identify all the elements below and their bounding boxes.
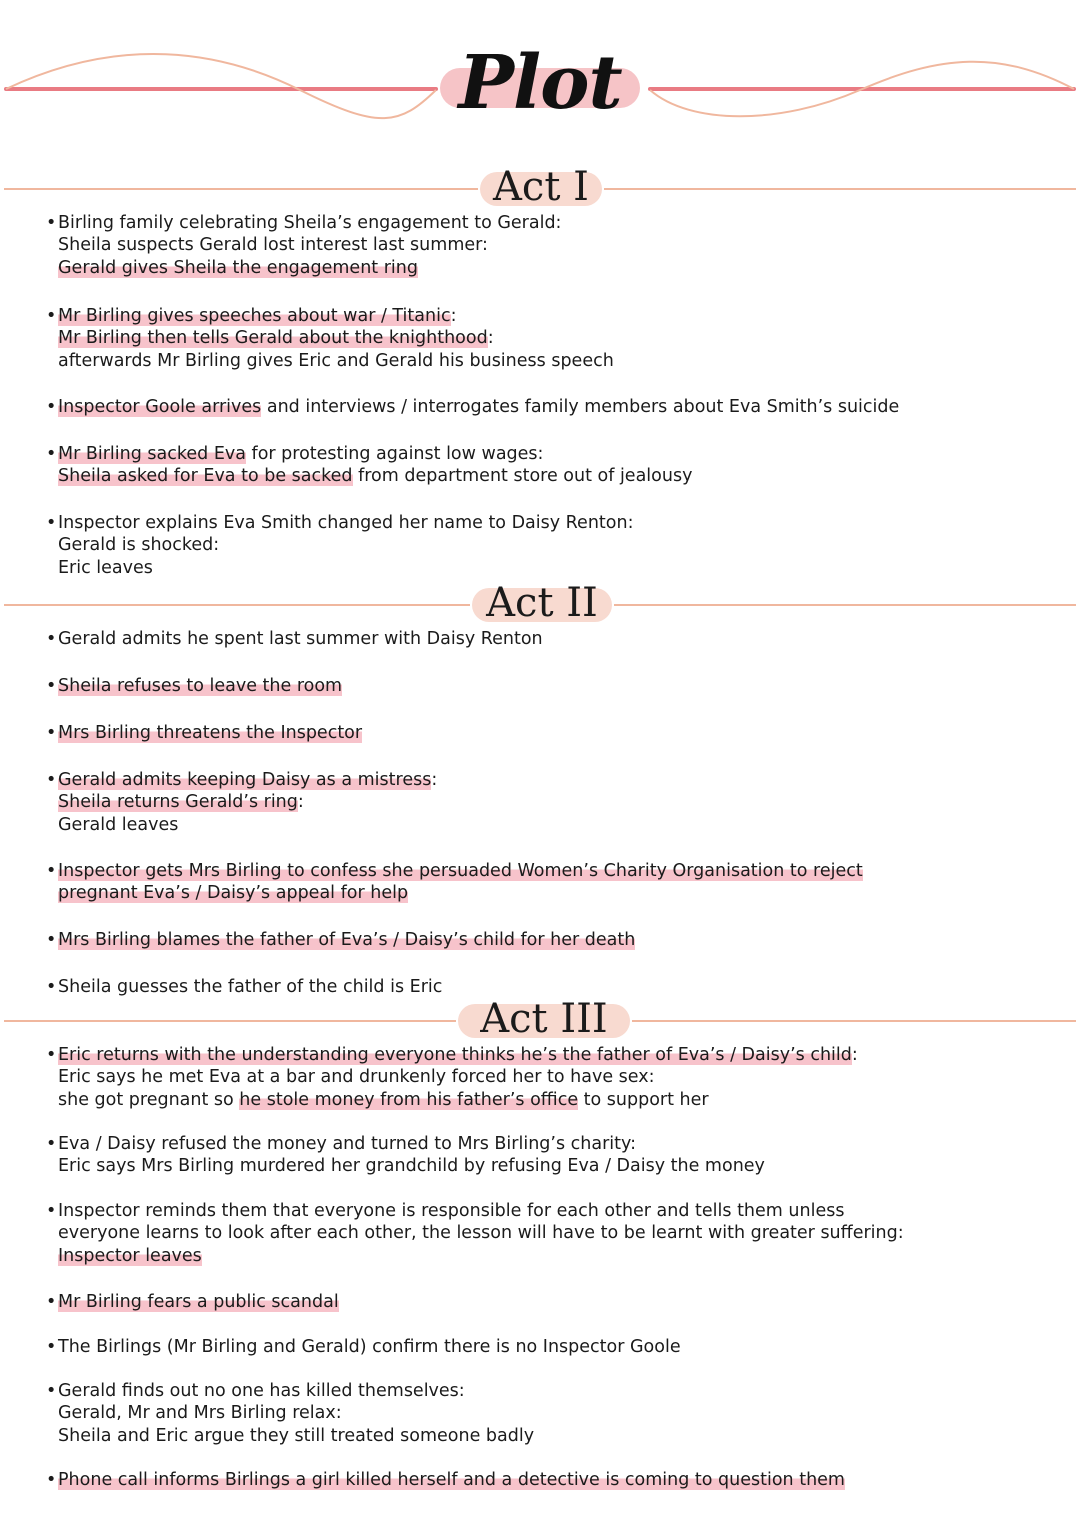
highlighted-text: Phone call informs Birlings a girl killed herself and a detective is coming to question them: [58, 1470, 845, 1490]
plot-point: • Eva / Daisy refused the money and turned to Mrs Birling’s charity: Eric says Mrs Birling murdered her grandchild by refusing Eva / Daisy the money: [46, 1134, 765, 1177]
highlighted-text: Inspector leaves: [58, 1245, 202, 1266]
plot-point: • Birling family celebrating Sheila’s engagement to Gerald: Sheila suspects Gerald lost interest last summer: Gerald gives Sheila the engagement ring: [46, 213, 562, 278]
plot-line: [58, 465, 692, 487]
plot-text: for protesting against low wages:: [245, 444, 544, 464]
plot-point: • Gerald admits he spent last summer with Daisy Renton: [46, 629, 543, 649]
plot-line: [58, 1380, 534, 1402]
highlighted-text: Sheila refuses to leave the room: [58, 676, 343, 696]
plot-point: • Sheila guesses the father of the child is Eric: [46, 977, 443, 997]
act-heading-3: [0, 996, 1080, 1046]
plot-text: The Birlings (Mr Birling and Gerald) confirm there is no Inspector Goole: [58, 1337, 681, 1357]
plot-point: • Gerald finds out no one has killed themselves: Gerald, Mr and Mrs Birling relax: Sheila and Eric argue they still treated someone badly: [46, 1381, 535, 1446]
plot-line: [58, 1291, 339, 1313]
plot-line: [58, 212, 561, 234]
plot-line: [58, 1402, 534, 1424]
plot-line: [58, 791, 437, 813]
highlighted-text: Mr Birling then tells Gerald about the knighthood: [58, 328, 488, 349]
plot-line: [58, 929, 635, 951]
plot-point: • Mr Birling gives speeches about war / Titanic: Mr Birling then tells Gerald about the knighthood: afterwards Mr Birling gives Eric and Gerald his business speech: [46, 306, 614, 371]
highlighted-text: Mr Birling gives speeches about war / Titanic: [58, 306, 451, 326]
plot-line: [58, 882, 863, 904]
plot-line: [58, 557, 633, 579]
plot-line: [58, 1066, 858, 1088]
plot-text: Sheila suspects Gerald lost interest last summer:: [58, 235, 488, 256]
plot-line: [58, 675, 342, 697]
highlighted-text: Mr Birling fears a public scandal: [58, 1292, 339, 1312]
plot-line: [58, 1245, 904, 1267]
highlighted-text: pregnant Eva’s / Daisy’s appeal for help: [58, 883, 409, 904]
title-banner: [0, 30, 1080, 130]
plot-text: Inspector explains Eva Smith changed her name to Daisy Renton:: [58, 513, 634, 533]
plot-line: [58, 350, 614, 372]
highlighted-text: he stole money from his father’s office: [239, 1089, 579, 1110]
highlighted-text: Eric returns with the understanding everyone thinks he’s the father of Eva’s / Daisy’s child: [58, 1045, 852, 1065]
highlighted-text: Sheila returns Gerald’s ring: [58, 792, 298, 813]
plot-text: Eva / Daisy refused the money and turned to Mrs Birling’s charity:: [58, 1134, 636, 1154]
plot-text: Sheila guesses the father of the child is Eric: [58, 977, 443, 997]
plot-text: from department store out of jealousy: [352, 466, 693, 487]
plot-point: • Sheila refuses to leave the room: [46, 676, 343, 696]
plot-line: [58, 976, 442, 998]
plot-text: :: [450, 306, 457, 326]
act-title: Act III: [480, 996, 608, 1042]
plot-point: • Mr Birling sacked Eva for protesting against low wages: Sheila asked for Eva to be sacked from department store out of jealousy: [46, 444, 693, 487]
highlighted-text: Gerald gives Sheila the engagement ring: [58, 257, 418, 278]
plot-point: • Inspector explains Eva Smith changed her name to Daisy Renton: Gerald is shocked: Eric leaves: [46, 513, 634, 578]
plot-line: [58, 628, 543, 650]
plot-text: Gerald, Mr and Mrs Birling relax:: [58, 1403, 342, 1424]
plot-point: • Inspector gets Mrs Birling to confess she persuaded Women’s Charity Organisation to reject pregnant Eva’s / Daisy’s appeal for help: [46, 861, 863, 904]
highlighted-text: Mrs Birling threatens the Inspector: [58, 723, 363, 743]
plot-line: [58, 1155, 765, 1177]
plot-point: • Phone call informs Birlings a girl killed herself and a detective is coming to question them: [46, 1470, 845, 1490]
highlighted-text: Mrs Birling blames the father of Eva’s / Daisy’s child for her death: [58, 930, 636, 950]
plot-text: Birling family celebrating Sheila’s engagement to Gerald:: [58, 213, 562, 233]
plot-line: [58, 1133, 765, 1155]
plot-text: Gerald finds out no one has killed themselves:: [58, 1381, 465, 1401]
plot-text: :: [851, 1045, 858, 1065]
plot-line: [58, 1336, 681, 1358]
plot-point: • Gerald admits keeping Daisy as a mistress: Sheila returns Gerald’s ring: Gerald leaves: [46, 770, 438, 835]
plot-text: everyone learns to look after each other, the lesson will have to be learnt with greater suffering:: [58, 1223, 904, 1244]
plot-text: Gerald is shocked:: [58, 535, 220, 556]
plot-point: • Inspector Goole arrives and interviews / interrogates family members about Eva Smith’s suicide: [46, 397, 900, 417]
act-heading-2: [0, 580, 1080, 630]
plot-line: [58, 814, 437, 836]
plot-text: :: [297, 792, 304, 813]
plot-text: Gerald leaves: [58, 814, 179, 835]
act-heading-1: [0, 164, 1080, 214]
plot-line: [58, 1469, 845, 1491]
plot-line: [58, 1044, 858, 1066]
plot-line: [58, 1089, 858, 1111]
plot-text: Gerald admits he spent last summer with Daisy Renton: [58, 629, 543, 649]
plot-text: afterwards Mr Birling gives Eric and Gerald his business speech: [58, 350, 614, 371]
highlighted-text: Gerald admits keeping Daisy as a mistress: [58, 770, 432, 790]
plot-point: • Mrs Birling threatens the Inspector: [46, 723, 363, 743]
act-title: Act II: [486, 580, 598, 626]
plot-text: Eric says Mrs Birling murdered her grandchild by refusing Eva / Daisy the money: [58, 1156, 765, 1177]
plot-line: [58, 1200, 904, 1222]
plot-point: • Eric returns with the understanding everyone thinks he’s the father of Eva’s / Daisy’s child: Eric says he met Eva at a bar and drunkenly forced her to have sex: she got pregnant so he stole money from his father’s office to support her: [46, 1045, 858, 1110]
plot-line: [58, 722, 362, 744]
plot-line: [58, 1425, 534, 1447]
plot-line: [58, 512, 633, 534]
plot-text: to support her: [578, 1089, 709, 1110]
plot-line: [58, 234, 561, 256]
highlighted-text: Inspector Goole arrives: [58, 397, 262, 417]
plot-point: • Mrs Birling blames the father of Eva’s / Daisy’s child for her death: [46, 930, 636, 950]
plot-line: [58, 327, 614, 349]
plot-text: Eric leaves: [58, 557, 153, 578]
highlighted-text: Mr Birling sacked Eva: [58, 444, 246, 464]
act-title: Act I: [493, 164, 589, 210]
plot-point: • The Birlings (Mr Birling and Gerald) confirm there is no Inspector Goole: [46, 1337, 681, 1357]
plot-text: and interviews / interrogates family members about Eva Smith’s suicide: [261, 397, 900, 417]
plot-point: • Inspector reminds them that everyone is responsible for each other and tells them unless everyone learns to look after each other, the lesson will have to be learnt with greater suffering: Inspector leaves: [46, 1201, 904, 1266]
plot-text: Eric says he met Eva at a bar and drunkenly forced her to have sex:: [58, 1067, 655, 1088]
plot-line: [58, 396, 899, 418]
plot-text: :: [431, 770, 438, 790]
plot-text: she got pregnant so: [58, 1089, 240, 1110]
plot-text: Inspector reminds them that everyone is responsible for each other and tells them unless: [58, 1201, 845, 1221]
highlighted-text: Sheila asked for Eva to be sacked: [58, 466, 353, 487]
highlighted-text: Inspector gets Mrs Birling to confess she persuaded Women’s Charity Organisation to reject: [58, 861, 863, 881]
plot-line: [58, 257, 561, 279]
plot-line: [58, 1222, 904, 1244]
plot-line: [58, 443, 692, 465]
plot-text: Sheila and Eric argue they still treated someone badly: [58, 1425, 535, 1446]
plot-text: :: [487, 328, 494, 349]
plot-line: [58, 860, 863, 882]
page-title: Plot: [458, 40, 622, 126]
plot-point: • Mr Birling fears a public scandal: [46, 1292, 339, 1312]
plot-line: [58, 305, 614, 327]
plot-line: [58, 769, 437, 791]
plot-line: [58, 534, 633, 556]
